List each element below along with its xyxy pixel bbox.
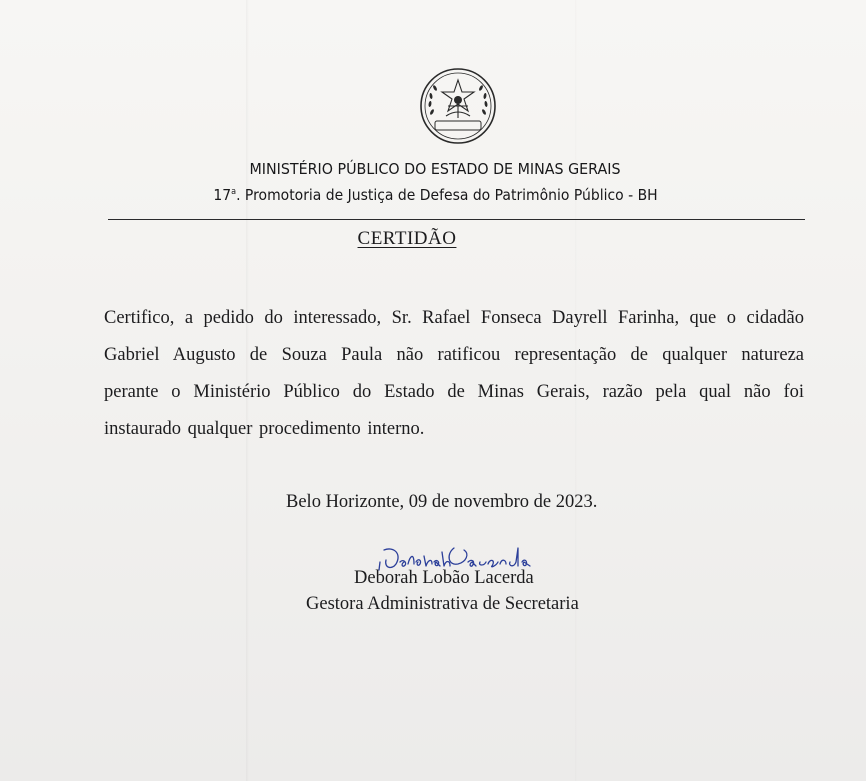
document-title	[0, 228, 866, 250]
place-and-date: Belo Horizonte, 09 de novembro de 2023.	[286, 492, 598, 512]
body-line-2: Gabriel Augusto de Souza Paula não ratificou representação de qualquer natureza	[104, 345, 804, 365]
coat-of-arms-emblem	[418, 66, 498, 146]
body-line-1: Certifico, a pedido do interessado, Sr. Rafael Fonseca Dayrell Farinha, que o cidadão	[104, 308, 804, 328]
signer-name: Deborah Lobão Lacerda	[354, 568, 534, 588]
header-divider	[108, 219, 805, 220]
document-title-text: CERTIDÃO	[357, 228, 457, 249]
unit-ordinal: 17	[213, 186, 232, 204]
unit-name: . Promotoria de Justiça de Defesa do Patrimônio Público - BH	[236, 186, 658, 204]
signer-role: Gestora Administrativa de Secretaria	[306, 594, 579, 614]
unit-subheader	[46, 186, 825, 204]
institution-header: MINISTÉRIO PÚBLICO DO ESTADO DE MINAS GERAIS	[249, 160, 621, 178]
body-line-3: perante o Ministério Público do Estado de Minas Gerais, razão pela qual não foi	[104, 382, 804, 402]
certificate-body	[104, 300, 804, 448]
body-line-4: instaurado qualquer procedimento interno.	[104, 419, 425, 439]
unit-ordinal-suffix: a	[231, 187, 237, 197]
